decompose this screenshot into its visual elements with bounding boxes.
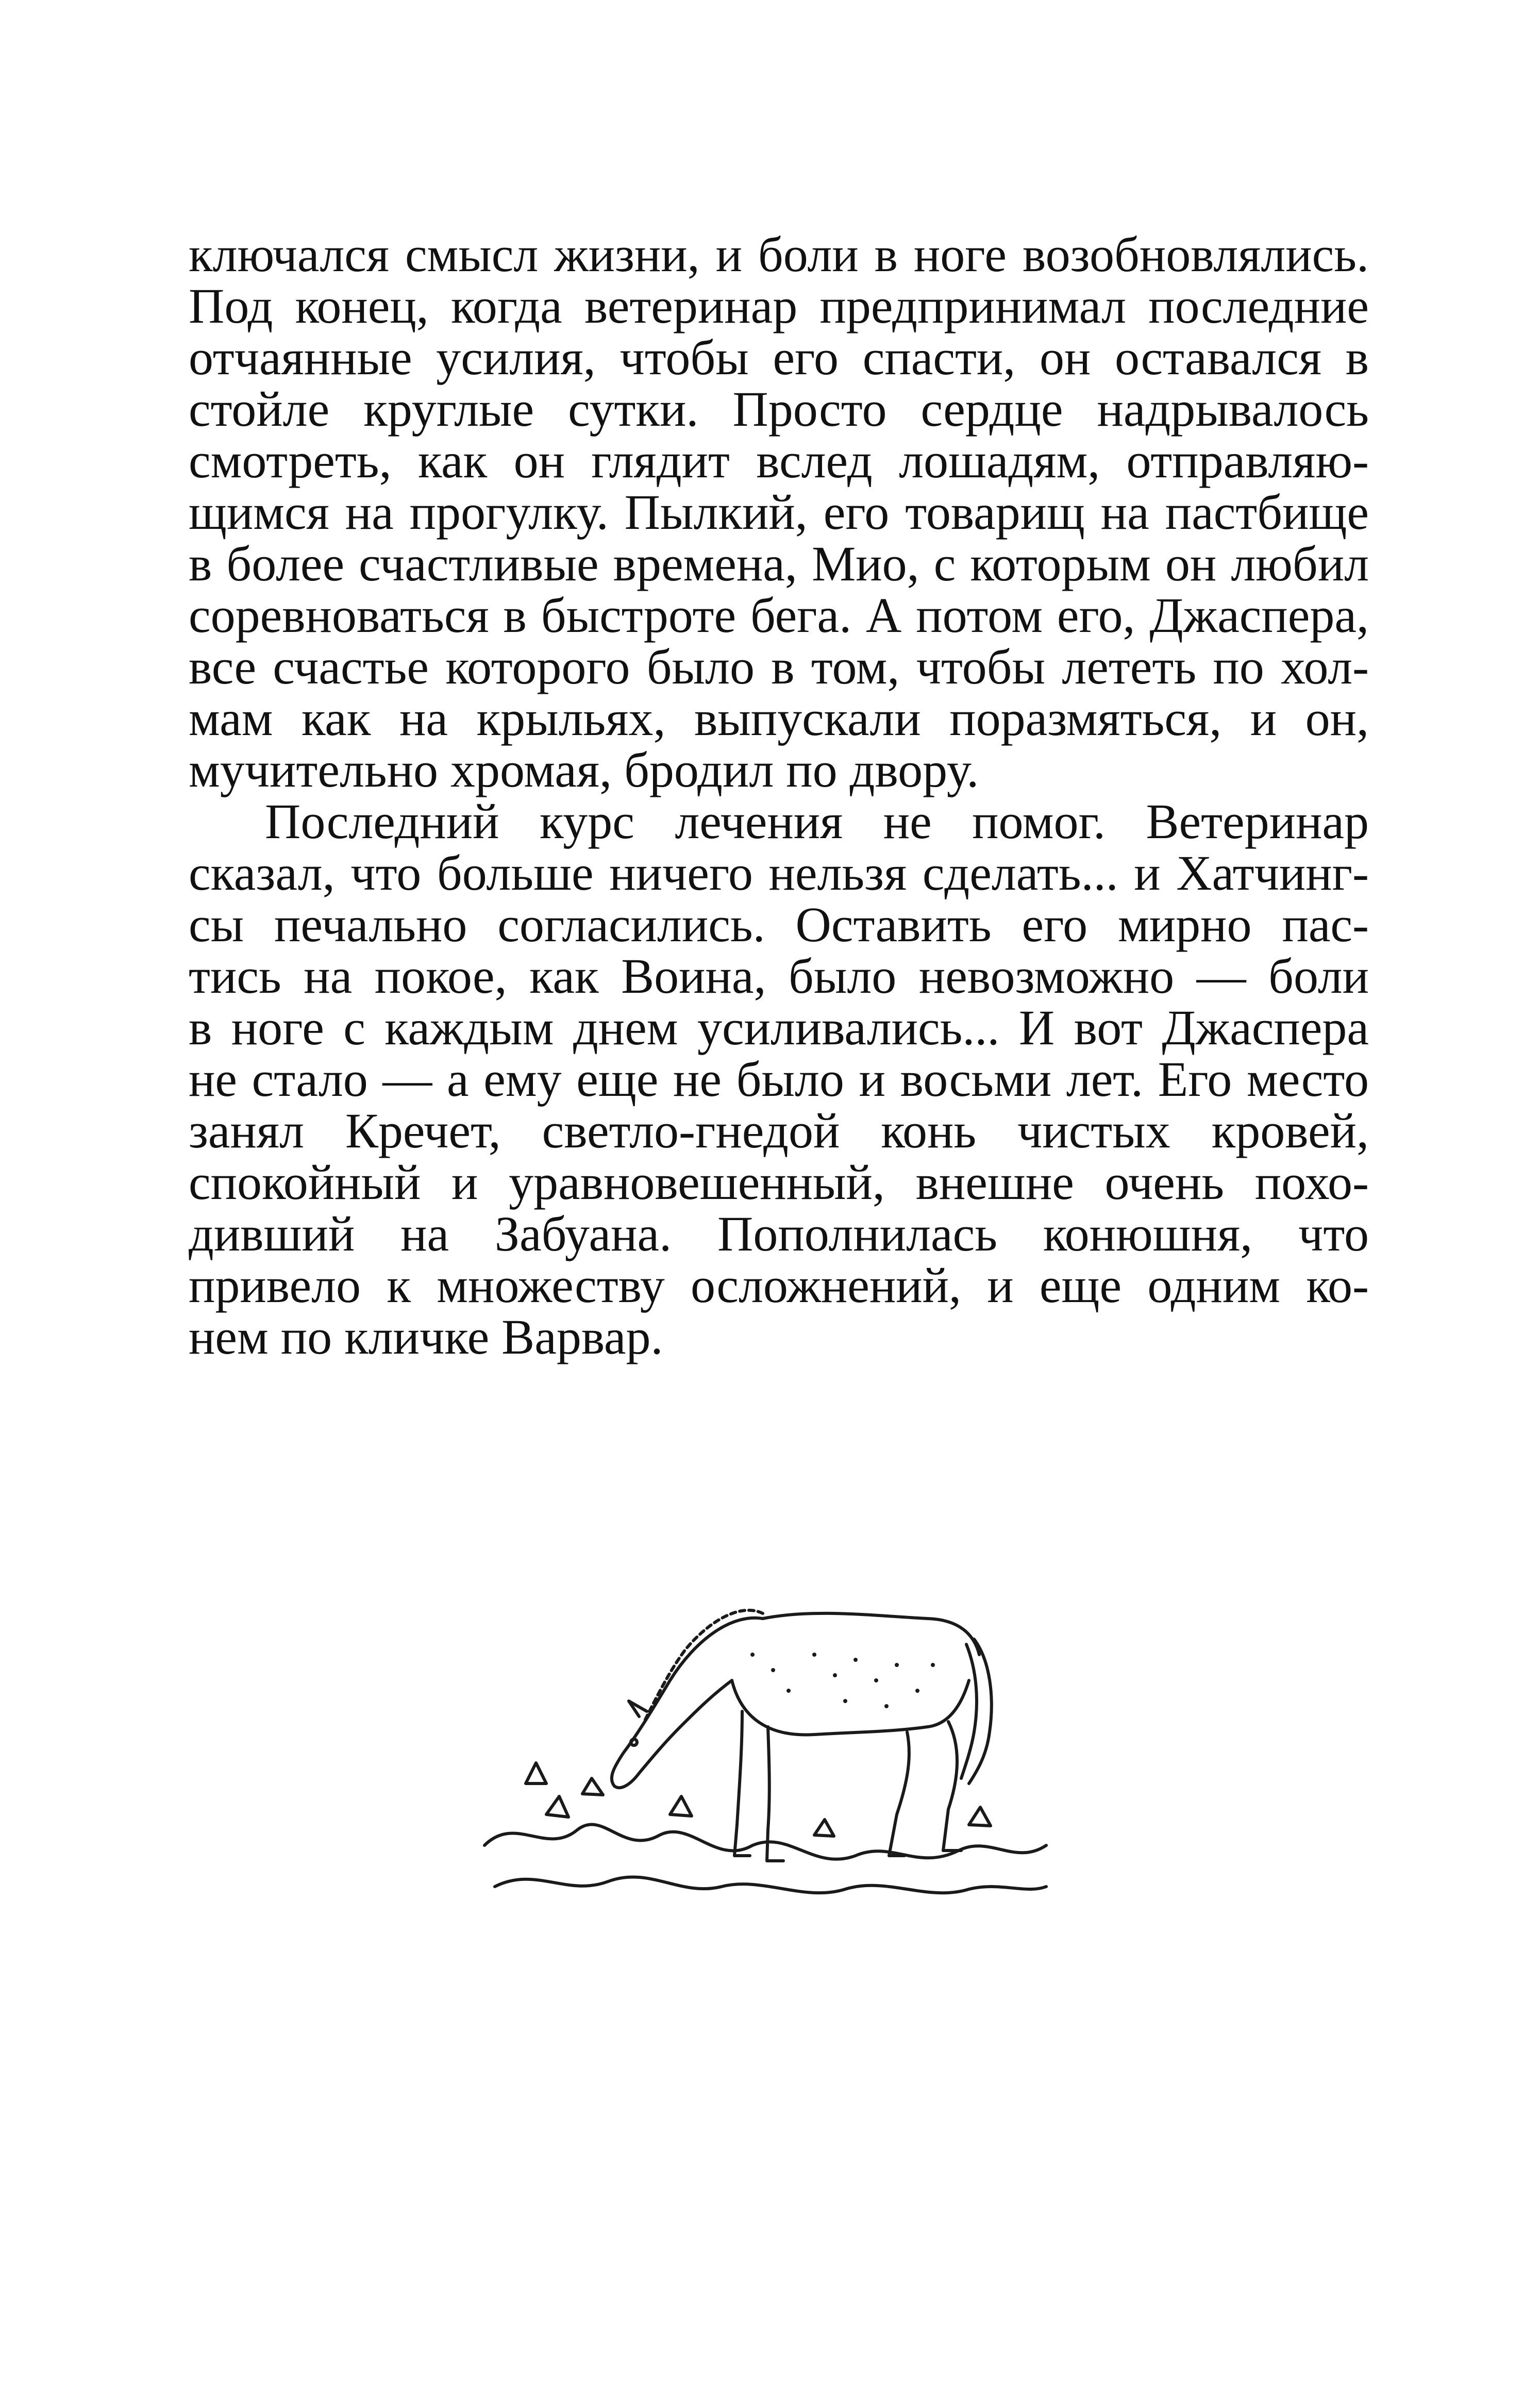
text-line: в ноге с каждым днем усиливались... И вот Джаспера <box>189 1000 1369 1055</box>
text-line: не стало — а ему еще не было и восьми лет. Его место <box>189 1052 1369 1107</box>
text-line: Под конец, когда ветеринар предпринимал последние <box>189 278 1369 334</box>
text-line: дивший на Забуана. Пополнилась конюшня, что <box>189 1206 1369 1261</box>
text-line: в более счастливые времена, Мио, с которым он любил <box>189 536 1369 591</box>
text-line: сы печально согласились. Оставить его мирно пас- <box>189 897 1369 952</box>
text-line: спокойный и уравновешенный, внешне очень похо- <box>189 1155 1369 1210</box>
text-line: стойле круглые сутки. Просто сердце надрывалось <box>189 381 1369 437</box>
body-text <box>189 229 1369 1363</box>
text-line: Последний курс лечения не помог. Ветеринар <box>265 794 1369 849</box>
text-line: занял Кречет, светло-гнедой конь чистых кровей, <box>189 1103 1369 1158</box>
text-line: ключался смысл жизни, и боли в ноге возобновлялись. <box>189 227 1369 282</box>
text-line: сказал, что больше ничего нельзя сделать... и Хатчинг- <box>189 845 1369 901</box>
text-line: мучительно хромая, бродил по двору. <box>189 742 979 797</box>
text-line: мам как на крыльях, выпускали поразмяться, и он, <box>189 691 1369 746</box>
text-line: смотреть, как он глядит вслед лошадям, отправляю- <box>189 433 1369 488</box>
paragraph-2 <box>189 796 1369 1363</box>
text-line: отчаянные усилия, чтобы его спасти, он оставался в <box>189 330 1369 385</box>
horse-illustration <box>454 1526 1072 1928</box>
text-line: привело к множеству осложнений, и еще одним ко- <box>189 1258 1369 1313</box>
text-line: тись на покое, как Воина, было невозможно — боли <box>189 948 1369 1004</box>
text-line: соревноваться в быстроте бега. А потом его, Джаспера, <box>189 588 1369 643</box>
paragraph-1 <box>189 229 1369 796</box>
text-line: щимся на прогулку. Пылкий, его товарищ на пастбище <box>189 485 1369 540</box>
text-line: все счастье которого было в том, чтобы лететь по хол- <box>189 639 1369 694</box>
text-line: нем по кличке Варвар. <box>189 1309 663 1364</box>
grazing-horse-drawing <box>454 1526 1072 1928</box>
